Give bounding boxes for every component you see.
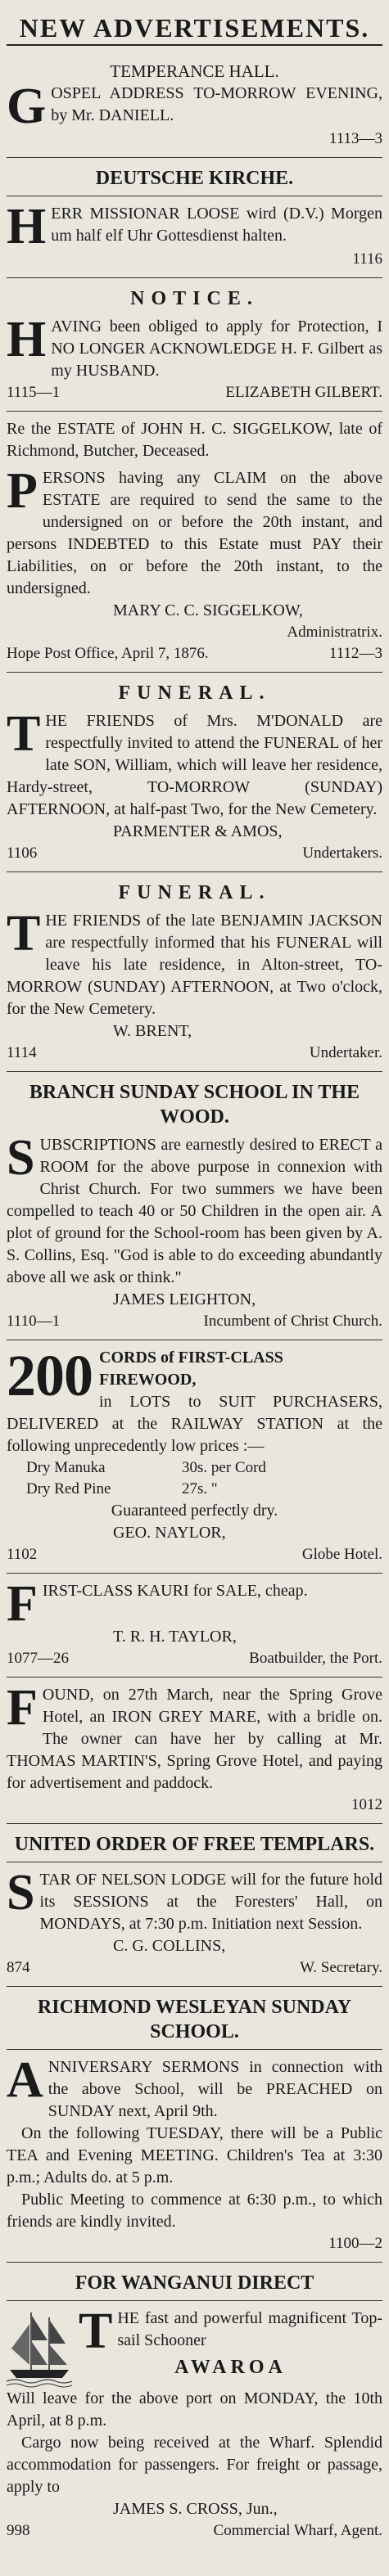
- drop-cap: T: [7, 706, 41, 762]
- drop-cap: H: [7, 199, 47, 254]
- drop-cap: P: [7, 463, 38, 519]
- price-item: Dry Red Pine: [26, 1480, 111, 1497]
- ad-title: DEUTSCHE KIRCHE.: [7, 166, 382, 196]
- ad-funeral-jackson: [7, 872, 382, 1072]
- ad-code: 1100—2: [328, 2235, 382, 2252]
- ad-body: HE FRIENDS of the late BENJAMIN JACKSON are respectfully informed that his FUNERAL will leave his late residence, in Alton-street, TO-MORROW (SUNDAY) AFTERNOON, at Two o'clock, for the New Cemetery.: [7, 912, 382, 1018]
- ad-signature-role: Boatbuilder, the Port.: [249, 1650, 382, 1667]
- ad-body: ERSONS having any CLAIM on the above ESTATE are required to send the same to the undersigned on or before the 20th instant, and persons INDEBTED to this Estate must PAY their Liabilities, on or before the 20th instant, to the undersigned.: [7, 469, 382, 597]
- ad-body: OSPEL ADDRESS TO-MORROW EVENING, by Mr. DANIELL.: [51, 84, 382, 124]
- ad-body: HE fast and powerful magnificent Top-sail Schooner: [117, 2309, 382, 2349]
- ad-body: IRST-CLASS KAURI for SALE, cheap.: [42, 1582, 308, 1600]
- ad-signature-role: Commercial Wharf, Agent.: [213, 2522, 382, 2539]
- ad-notice: [7, 278, 382, 412]
- ad-temperance: [7, 54, 382, 158]
- ad-body-para-3: Cargo now being received at the Wharf. Splendid accommodation for passengers. For freight or passage, apply to: [7, 2434, 382, 2496]
- ad-signature: PARMENTER & AMOS,: [113, 822, 283, 840]
- ad-found-mare: [7, 1678, 382, 1824]
- drop-cap: T: [7, 906, 41, 961]
- drop-cap: T: [79, 2304, 113, 2359]
- ad-signature: C. G. COLLINS,: [113, 1937, 226, 1955]
- ad-siggelkow-estate: [7, 412, 382, 673]
- ad-branch-sunday-school: [7, 1072, 382, 1340]
- drop-cap: S: [7, 1865, 35, 1921]
- ad-title: UNITED ORDER OF FREE TEMPLARS.: [7, 1832, 382, 1862]
- advertisements-page: [7, 0, 382, 2549]
- drop-cap: G: [7, 79, 47, 134]
- drop-cap: H: [7, 312, 47, 367]
- ad-firewood: [7, 1340, 382, 1574]
- ad-signature-role: Administratrix.: [287, 624, 382, 641]
- ad-kauri: [7, 1574, 382, 1678]
- ad-note: Guaranteed perfectly dry.: [111, 1502, 278, 1520]
- ad-code: 1110—1: [7, 1313, 61, 1330]
- ad-code: 1112—3: [328, 645, 382, 662]
- ad-code: 1113—3: [328, 130, 382, 147]
- ad-body-para-3: Public Meeting to commence at 6:30 p.m., to which friends are kindly invited.: [7, 2191, 382, 2231]
- ad-signature-role: Undertakers.: [302, 844, 382, 862]
- ad-code: 1012: [351, 1796, 382, 1813]
- ad-free-templars: [7, 1824, 382, 1987]
- ad-signature: MARY C. C. SIGGELKOW,: [113, 601, 303, 619]
- ad-code: 998: [7, 2522, 30, 2539]
- ad-body: OUND, on 27th March, near the Spring Grove Hotel, an IRON GREY MARE, with a bridle on. The owner can have her by calling at Mr. THOMAS MARTIN'S, Spring Grove Hotel, and paying for advertisement and paddock.: [7, 1686, 382, 1792]
- ad-body: NNIVERSARY SERMONS in connection with the above School, will be PREACHED on SUNDAY next, April 9th.: [47, 2058, 382, 2120]
- ad-richmond-wesleyan: [7, 1987, 382, 2263]
- ad-place-date: Hope Post Office, April 7, 1876.: [7, 645, 209, 662]
- ad-signature: T. R. H. TAYLOR,: [113, 1628, 237, 1646]
- ad-title: BRANCH SUNDAY SCHOOL IN THE WOOD.: [29, 1082, 360, 1128]
- ad-body: AVING been obliged to apply for Protection, I NO LONGER ACKNOWLEDGE H. F. Gilbert as my HUSBAND.: [51, 317, 382, 380]
- ad-signature-role: W. Secretary.: [300, 1959, 382, 1976]
- ad-deutsche-kirche: [7, 158, 382, 278]
- ad-signature: JAMES S. CROSS, Jun.,: [113, 2500, 278, 2518]
- price-row: [7, 1479, 382, 1500]
- drop-cap: F: [7, 1680, 38, 1736]
- ad-signature: GEO. NAYLOR,: [113, 1524, 226, 1542]
- ad-title: CORDS of FIRST-CLASS FIREWOOD,: [99, 1349, 283, 1389]
- drop-cap: A: [7, 2052, 43, 2108]
- ad-body-para-2: On the following TUESDAY, there will be a Public TEA and Evening MEETING. Children's Tea at 3:30 p.m.; Adults do. at 5 p.m.: [7, 2124, 382, 2186]
- ad-title: FOR WANGANUI DIRECT: [7, 2271, 382, 2301]
- ad-body-para-2: Will leave for the above port on MONDAY, the 10th April, at 8 p.m.: [7, 2389, 382, 2430]
- ad-code: 1114: [7, 1044, 37, 1061]
- ad-body: UBSCRIPTIONS are earnestly desired to ERECT a ROOM for the above purpose in connexion with Christ Church. For two summers we have been compelled to teach 40 or 50 Children in the open air. A plot of ground for the School-room has been given by A. S. Collins, Esq. "God is able to do exceeding abundantly above all we ask or think.": [7, 1136, 382, 1286]
- ad-title: TEMPERANCE HALL.: [110, 61, 279, 81]
- price-value: 30s. per Cord: [182, 1459, 266, 1476]
- ad-title: FUNERAL.: [118, 882, 271, 903]
- price-item: Dry Manuka: [26, 1459, 106, 1476]
- ad-code: 1106: [7, 844, 38, 862]
- ad-signature-role: Undertaker.: [309, 1044, 382, 1061]
- ad-body: in LOTS to SUIT PURCHASERS, DELIVERED at the RAILWAY STATION at the following unprecedently low prices :—: [7, 1393, 382, 1455]
- ad-funeral-mdonald: [7, 673, 382, 872]
- ad-title: FUNERAL.: [118, 682, 271, 704]
- ad-signature: ELIZABETH GILBERT.: [225, 384, 382, 401]
- ad-title: NOTICE.: [130, 288, 259, 309]
- drop-cap: F: [7, 1576, 38, 1632]
- drop-cap: S: [7, 1130, 35, 1186]
- price-value: 27s. ": [182, 1480, 218, 1497]
- ad-wanganui: [7, 2263, 382, 2549]
- ad-code: 1115—1: [7, 384, 61, 401]
- ad-body: HE FRIENDS of Mrs. M'DONALD are respectfully invited to attend the FUNERAL of her late SON, William, which will leave her residence, Hardy-street, TO-MORROW (SUNDAY) AFTERNOON, at half-past Two, for the New Cemetery.: [7, 712, 382, 818]
- ad-signature: W. BRENT,: [113, 1022, 192, 1040]
- ad-code: 874: [7, 1959, 30, 1976]
- ad-signature: JAMES LEIGHTON,: [113, 1290, 256, 1308]
- ad-signature-role: Globe Hotel.: [301, 1546, 382, 1563]
- ad-signature-role: Incumbent of Christ Church.: [203, 1313, 382, 1330]
- ad-body: ERR MISSIONAR LOOSE wird (D.V.) Morgen um half elf Uhr Gottesdienst halten.: [51, 205, 382, 245]
- ad-big-number: 200: [7, 1343, 93, 1408]
- ad-code: 1102: [7, 1546, 38, 1563]
- vessel-name: AWAROA: [174, 2357, 287, 2378]
- ad-body: TAR OF NELSON LODGE will for the future hold its SESSIONS at the Foresters' Hall, on MONDAYS, at 7:30 p.m. Initiation next Session.: [39, 1871, 382, 1933]
- ad-code: 1077—26: [7, 1650, 69, 1667]
- ad-title: RICHMOND WESLEYAN SUNDAY SCHOOL.: [7, 1995, 382, 2050]
- ad-title: Re the ESTATE of JOHN H. C. SIGGELKOW, late of Richmond, Butcher, Deceased.: [7, 420, 382, 460]
- schooner-illustration: [7, 2308, 72, 2388]
- price-row: [7, 1457, 382, 1479]
- page-masthead: NEW ADVERTISEMENTS.: [7, 11, 382, 46]
- ad-code: 1116: [352, 250, 382, 268]
